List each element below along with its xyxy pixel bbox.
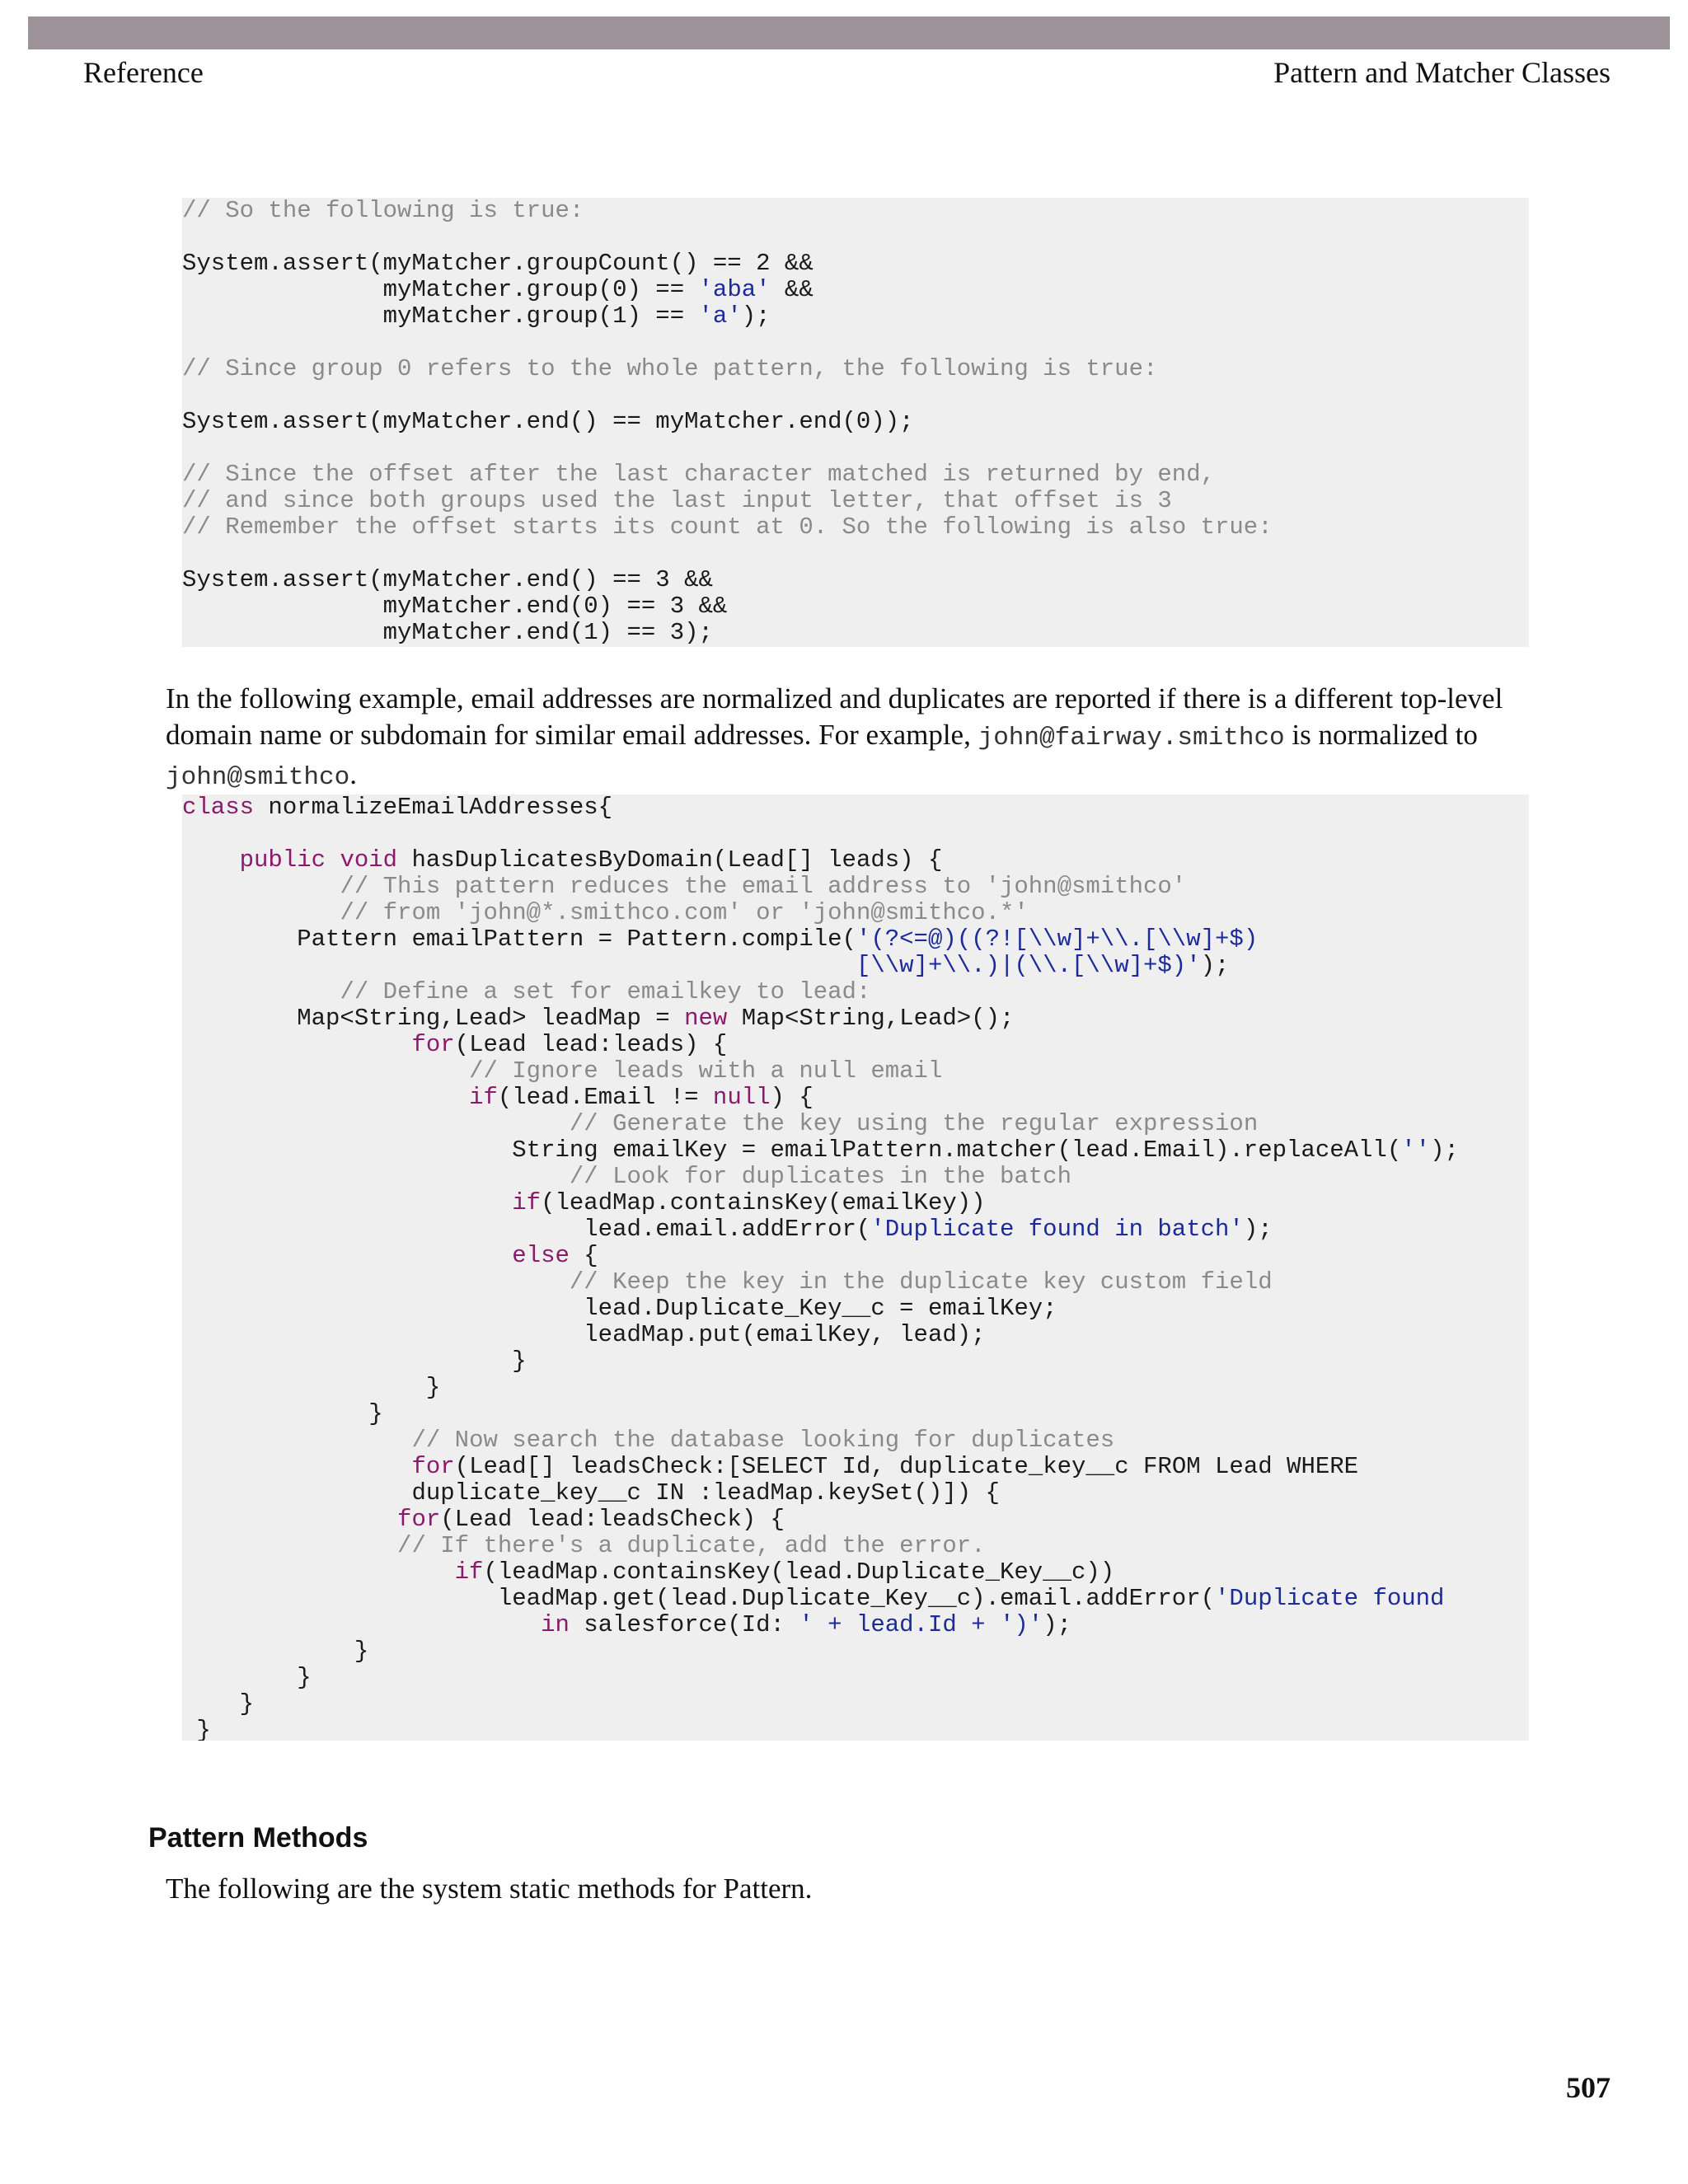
code-token: leadMap.put(emailKey, lead); — [182, 1321, 986, 1348]
code-token: (leadMap.containsKey(emailKey)) — [541, 1189, 986, 1216]
code-token — [182, 1558, 455, 1586]
code-token: if — [512, 1189, 542, 1216]
code-token: } — [182, 1638, 369, 1665]
code-token: class — [182, 794, 255, 821]
code-token: ) { — [770, 1084, 814, 1111]
code-token — [182, 873, 340, 900]
code-line — [182, 1586, 1529, 1612]
code-token: // Ignore leads with a null email — [469, 1057, 943, 1085]
code-line — [182, 847, 1529, 874]
code-token — [182, 952, 856, 979]
code-token: && — [770, 276, 814, 303]
code-line — [182, 953, 1529, 979]
code-line — [182, 1533, 1529, 1559]
code-token: } — [182, 1690, 255, 1718]
code-token: // from 'john@*.smithco.com' or 'john@smithco.*' — [340, 899, 1029, 926]
code-token: (Lead lead:leadsCheck) { — [440, 1506, 785, 1533]
code-token: // Look for duplicates in the batch — [569, 1163, 1071, 1190]
code-token: System.assert(myMatcher.groupCount() == 2 && — [182, 250, 814, 277]
code-token: for — [411, 1453, 455, 1480]
code-line — [182, 1190, 1529, 1216]
code-token — [182, 1110, 570, 1137]
code-token: salesforce(Id: — [569, 1611, 799, 1638]
code-token: // Now search the database looking for duplicates — [411, 1427, 1115, 1454]
code-token: (lead.Email != — [497, 1084, 713, 1111]
code-line — [182, 821, 1529, 847]
code-token: // So the following is true: — [182, 198, 584, 224]
code-token: // Since group 0 refers to the whole pattern, the following is true: — [182, 355, 1158, 382]
code-line — [182, 277, 1529, 303]
code-example-normalize-email — [182, 794, 1529, 1741]
code-line — [182, 1216, 1529, 1243]
code-line — [182, 620, 1529, 646]
code-token: } — [182, 1347, 527, 1375]
code-line — [182, 198, 1529, 224]
code-token: 'a' — [698, 302, 742, 330]
code-token: ); — [1200, 952, 1230, 979]
code-line — [182, 1111, 1529, 1137]
running-header-section: Reference — [83, 56, 204, 89]
code-line — [182, 462, 1529, 488]
code-line — [182, 900, 1529, 926]
code-token — [182, 978, 340, 1005]
code-line — [182, 435, 1529, 462]
code-line — [182, 1348, 1529, 1375]
paragraph-text: is normalized to — [1284, 719, 1478, 751]
code-line — [182, 514, 1529, 541]
code-token: } — [182, 1664, 312, 1691]
code-token: if — [454, 1558, 484, 1586]
code-line — [182, 593, 1529, 620]
code-token — [182, 1506, 397, 1533]
code-line — [182, 356, 1529, 382]
code-token — [182, 1611, 541, 1638]
code-line — [182, 303, 1529, 330]
paragraph-text: In the following example, email addresses are normalized and duplicates are reported if there is a different top-level domain name or subdomain for similar email addresses. For example, — [166, 682, 1503, 751]
code-token: 'aba' — [698, 276, 771, 303]
code-token: 'Duplicate found in batch' — [870, 1216, 1244, 1243]
code-token: // Generate the key using the regular expression — [569, 1110, 1259, 1137]
code-token: // Remember the offset starts its count at 0. So the following is also true: — [182, 513, 1273, 541]
code-line — [182, 1243, 1529, 1269]
code-token: lead.Duplicate_Key__c = emailKey; — [182, 1295, 1057, 1322]
code-token: System.assert(myMatcher.end() == myMatcher.end(0)); — [182, 408, 914, 435]
code-line — [182, 1085, 1529, 1111]
code-token: // If there's a duplicate, add the error. — [397, 1532, 986, 1559]
code-token — [182, 1084, 469, 1111]
code-line — [182, 1296, 1529, 1322]
running-header-chapter: Pattern and Matcher Classes — [1273, 56, 1611, 89]
code-token: leadMap.get(lead.Duplicate_Key__c).email.addError( — [182, 1585, 1216, 1612]
code-token: myMatcher.end(0) == 3 && — [182, 593, 728, 620]
code-token: // Since the offset after the last character matched is returned by end, — [182, 461, 1216, 488]
code-token: in — [541, 1611, 570, 1638]
code-token: [\\w]+\\.)|(\\.[\\w]+$)' — [856, 952, 1201, 979]
code-token — [182, 1427, 411, 1454]
code-line — [182, 1638, 1529, 1665]
paragraph-text: . — [349, 758, 357, 790]
code-line — [182, 874, 1529, 900]
code-token: myMatcher.group(0) == — [182, 276, 699, 303]
code-token: Pattern emailPattern = Pattern.compile( — [182, 926, 856, 953]
code-token — [182, 1189, 512, 1216]
code-line — [182, 1005, 1529, 1032]
page-number: 507 — [1566, 2071, 1611, 2104]
code-line — [182, 1718, 1529, 1741]
code-line — [182, 1559, 1529, 1586]
code-token: Map<String,Lead> leadMap = — [182, 1005, 685, 1032]
code-token: '' — [1401, 1137, 1431, 1164]
code-token: (Lead lead:leads) { — [454, 1031, 728, 1058]
code-line — [182, 926, 1529, 953]
code-token — [182, 1057, 469, 1085]
code-token: (Lead[] leadsCheck:[SELECT Id, duplicate_key__c FROM Lead WHERE — [454, 1453, 1359, 1480]
code-line — [182, 567, 1529, 593]
code-token: for — [397, 1506, 441, 1533]
code-line — [182, 1137, 1529, 1164]
code-token: ); — [1043, 1611, 1072, 1638]
code-token — [182, 1031, 411, 1058]
code-example-matcher-assertions — [182, 198, 1529, 647]
code-line — [182, 1507, 1529, 1533]
code-token: System.assert(myMatcher.end() == 3 && — [182, 566, 713, 593]
code-line — [182, 1322, 1529, 1348]
code-token: ); — [1430, 1137, 1459, 1164]
code-token: ); — [741, 302, 771, 330]
code-line — [182, 1665, 1529, 1691]
code-token — [182, 899, 340, 926]
code-token: public void — [239, 846, 398, 874]
code-token: if — [469, 1084, 498, 1111]
code-token: Map<String,Lead>(); — [727, 1005, 1015, 1032]
code-token: String emailKey = emailPattern.matcher(lead.Email).replaceAll( — [182, 1137, 1402, 1164]
code-token: 'Duplicate found — [1215, 1585, 1445, 1612]
code-token: ); — [1243, 1216, 1273, 1243]
code-token: } — [182, 1400, 383, 1427]
code-line — [182, 1480, 1529, 1507]
code-token: (leadMap.containsKey(lead.Duplicate_Key__c)) — [483, 1558, 1115, 1586]
code-line — [182, 979, 1529, 1005]
code-token — [182, 846, 240, 874]
code-line — [182, 1612, 1529, 1638]
code-token: // Keep the key in the duplicate key custom field — [569, 1268, 1273, 1296]
code-token: } — [182, 1374, 441, 1401]
code-token: myMatcher.group(1) == — [182, 302, 699, 330]
code-token — [182, 1242, 512, 1269]
code-line — [182, 409, 1529, 435]
code-token: myMatcher.end(1) == 3); — [182, 619, 713, 646]
email-normalization-paragraph — [166, 681, 1542, 796]
code-token — [182, 1453, 411, 1480]
code-line — [182, 488, 1529, 514]
code-token — [182, 1163, 570, 1190]
code-token: '(?<=@)((?![\\w]+\\.[\\w]+$) — [856, 926, 1259, 953]
code-line — [182, 1454, 1529, 1480]
section-heading: Pattern Methods — [148, 1822, 368, 1854]
code-token: // This pattern reduces the email address to 'john@smithco' — [340, 873, 1187, 900]
code-token — [182, 1268, 570, 1296]
code-line — [182, 251, 1529, 277]
inline-code-before: john@fairway.smithco — [978, 724, 1285, 752]
code-line — [182, 1401, 1529, 1427]
code-line — [182, 541, 1529, 567]
code-line — [182, 1269, 1529, 1296]
code-token: duplicate_key__c IN :leadMap.keySet()]) { — [182, 1479, 1000, 1507]
code-token: for — [411, 1031, 455, 1058]
code-line — [182, 382, 1529, 409]
code-token: // and since both groups used the last input letter, that offset is 3 — [182, 487, 1172, 514]
code-token: normalizeEmailAddresses{ — [254, 794, 613, 821]
header-bar — [28, 16, 1670, 49]
code-token: else — [512, 1242, 570, 1269]
code-token: ' + lead.Id + ')' — [799, 1611, 1043, 1638]
code-token: null — [712, 1084, 771, 1111]
code-line — [182, 224, 1529, 251]
code-token: // Define a set for emailkey to lead: — [340, 978, 871, 1005]
code-token — [182, 1532, 397, 1559]
code-token: } — [182, 1717, 211, 1741]
code-token: hasDuplicatesByDomain(Lead[] leads) { — [397, 846, 943, 874]
code-token: lead.email.addError( — [182, 1216, 871, 1243]
code-line — [182, 1032, 1529, 1058]
code-token: new — [684, 1005, 728, 1032]
code-line — [182, 330, 1529, 356]
code-line — [182, 1058, 1529, 1085]
code-line — [182, 1691, 1529, 1718]
code-line — [182, 1375, 1529, 1401]
code-line — [182, 1427, 1529, 1454]
pattern-methods-intro: The following are the system static methods for Pattern. — [166, 1872, 813, 1905]
inline-code-after: john@smithco — [166, 763, 350, 792]
code-line — [182, 1164, 1529, 1190]
code-line — [182, 794, 1529, 821]
code-token: { — [569, 1242, 598, 1269]
